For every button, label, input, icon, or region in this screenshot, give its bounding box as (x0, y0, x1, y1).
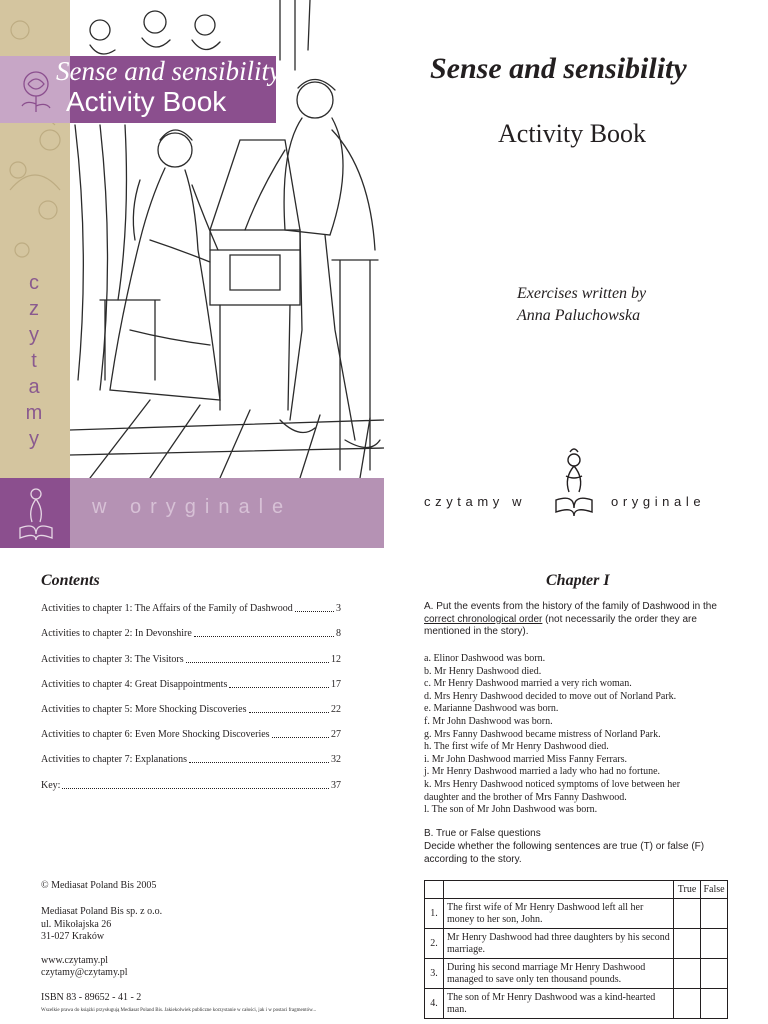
false-answer-cell[interactable] (701, 989, 728, 1019)
publisher-email: czytamy@czytamy.pl (41, 967, 128, 978)
toc-page: 8 (336, 628, 341, 639)
vertical-letter: c (29, 272, 41, 294)
task-a-emphasis: correct chronological order (424, 613, 543, 625)
book-cover (0, 0, 384, 548)
table-row (425, 929, 728, 959)
author-credit-line: Exercises written by (517, 285, 647, 302)
event-item: c. Mr Henry Dashwood married a very rich woman. (424, 678, 632, 690)
true-column-header: True (674, 881, 701, 899)
isbn: ISBN 83 - 89652 - 41 - 2 (41, 992, 142, 1003)
row-statement: The son of Mr Henry Dashwood was a kind-hearted man. (444, 989, 674, 1019)
event-item: l. The son of Mr John Dashwood was born. (424, 804, 598, 816)
toc-label: Activities to chapter 5: More Shocking Discoveries (41, 704, 247, 715)
vertical-letter: y (29, 428, 41, 450)
toc-item (41, 628, 341, 640)
row-statement: The first wife of Mr Henry Dashwood left all her money to her son, John. (444, 899, 674, 929)
title-page-title: Sense and sensibility (430, 52, 687, 85)
toc-item (41, 754, 341, 766)
toc-leader (189, 754, 329, 763)
vertical-letter: a (28, 376, 42, 398)
toc-label: Key: (41, 780, 61, 791)
author-name: Anna Paluchowska (517, 307, 641, 324)
event-item: k. Mrs Henry Dashwood noticed symptoms of love between her (424, 779, 681, 790)
publisher-logo-icon (552, 446, 596, 518)
brand-text-right: oryginale (611, 494, 706, 509)
task-a-text: (not necessarily the order they are mentioned in the story). (424, 613, 697, 637)
toc-item (41, 654, 341, 666)
toc-leader (186, 654, 329, 663)
toc-item (41, 603, 341, 615)
true-answer-cell[interactable] (674, 929, 701, 959)
toc-leader (249, 704, 329, 713)
toc-leader (62, 780, 329, 789)
toc-leader (295, 603, 334, 612)
row-number: 4. (425, 989, 444, 1019)
toc-page: 3 (336, 603, 341, 614)
toc-page: 37 (331, 780, 341, 791)
title-page-subtitle: Activity Book (498, 119, 647, 148)
event-item: g. Mrs Fanny Dashwood became mistress of Norland Park. (424, 728, 661, 740)
false-answer-cell[interactable] (701, 959, 728, 989)
vertical-letter: m (25, 402, 45, 424)
toc-label: Activities to chapter 2: In Devonshire (41, 628, 192, 639)
row-statement: During his second marriage Mr Henry Dashwood managed to save only ten thousand pounds. (444, 959, 674, 989)
table-header-cell (444, 881, 674, 899)
table-header-cell (425, 881, 444, 899)
row-number: 2. (425, 929, 444, 959)
event-item: daughter and the brother of Mrs Fanny Dashwood. (424, 791, 627, 803)
event-item: d. Mrs Henry Dashwood decided to move out of Norland Park. (424, 690, 677, 702)
toc-page: 22 (331, 704, 341, 715)
event-item: a. Elinor Dashwood was born. (424, 653, 546, 664)
toc-item (41, 679, 341, 691)
publisher-street: ul. Mikołajska 26 (41, 919, 112, 930)
false-answer-cell[interactable] (701, 899, 728, 929)
false-column-header: False (701, 881, 728, 899)
publisher-name: Mediasat Poland Bis sp. z o.o. (41, 906, 163, 917)
toc-page: 17 (331, 679, 341, 690)
copyright-line: © Mediasat Poland Bis 2005 (41, 880, 157, 891)
publisher-city: 31-027 Kraków (41, 931, 105, 942)
chapter-heading: Chapter I (546, 572, 610, 589)
toc-label: Activities to chapter 3: The Visitors (41, 654, 184, 665)
event-item: e. Marianne Dashwood was born. (424, 703, 559, 715)
event-item: f. Mr John Dashwood was born. (424, 716, 553, 727)
rose-icon (14, 64, 58, 114)
true-answer-cell[interactable] (674, 959, 701, 989)
reader-logo-icon (14, 482, 58, 544)
event-item: b. Mr Henry Dashwood died. (424, 665, 542, 677)
table-row (425, 899, 728, 929)
toc-page: 27 (331, 729, 341, 740)
event-item: i. Mr John Dashwood married Miss Fanny Ferrars. (424, 753, 628, 765)
vertical-letter: t (31, 350, 39, 372)
task-b-title: B. True or False questions (424, 828, 541, 839)
cover-title: Sense and sensibility (56, 56, 281, 86)
toc-item (41, 704, 341, 716)
toc-leader (229, 679, 329, 688)
toc-item (41, 780, 341, 792)
toc-label: Activities to chapter 7: Explanations (41, 754, 188, 765)
cover-subtitle: Activity Book (66, 86, 227, 117)
publisher-website: www.czytamy.pl (41, 955, 109, 966)
true-answer-cell[interactable] (674, 989, 701, 1019)
table-header-row (425, 881, 728, 899)
toc-leader (194, 628, 334, 637)
true-false-table (424, 880, 728, 1019)
row-number: 3. (425, 959, 444, 989)
vertical-letter: y (29, 324, 41, 346)
contents-heading: Contents (41, 572, 100, 589)
cover-brand-text: w oryginale (92, 496, 293, 518)
table-row (425, 989, 728, 1019)
toc-label: Activities to chapter 1: The Affairs of the Family of Dashwood (41, 603, 293, 614)
row-number: 1. (425, 899, 444, 929)
toc-page: 12 (331, 654, 341, 665)
toc-label: Activities to chapter 4: Great Disappointments (41, 679, 228, 690)
vertical-letter: z (29, 298, 41, 320)
event-item: h. The first wife of Mr Henry Dashwood died. (424, 741, 609, 753)
event-item: j. Mr Henry Dashwood married a lady who had no fortune. (424, 766, 661, 778)
false-answer-cell[interactable] (701, 929, 728, 959)
toc-label: Activities to chapter 6: Even More Shocking Discoveries (41, 729, 270, 740)
table-row (425, 959, 728, 989)
toc-page: 32 (331, 754, 341, 765)
task-a-instruction (424, 601, 724, 639)
legal-notice: Wszelkie prawa do książki przysługują Mediasat Poland Bis. Jakiekolwiek publiczne korzystanie w całości, jak i w postaci fragmentów... (41, 1008, 317, 1013)
task-b-instruction: Decide whether the following sentences are true (T) or false (F) according to the story. (424, 841, 705, 865)
task-a-text: A. Put the events from the history of the family of Dashwood in the (424, 601, 717, 612)
brand-text-left: czytamy w (424, 494, 527, 509)
row-statement: Mr Henry Dashwood had three daughters by his second marriage. (444, 929, 674, 959)
toc-item (41, 729, 341, 741)
cover-vertical-brand (0, 270, 70, 470)
toc-leader (272, 729, 329, 738)
true-answer-cell[interactable] (674, 899, 701, 929)
